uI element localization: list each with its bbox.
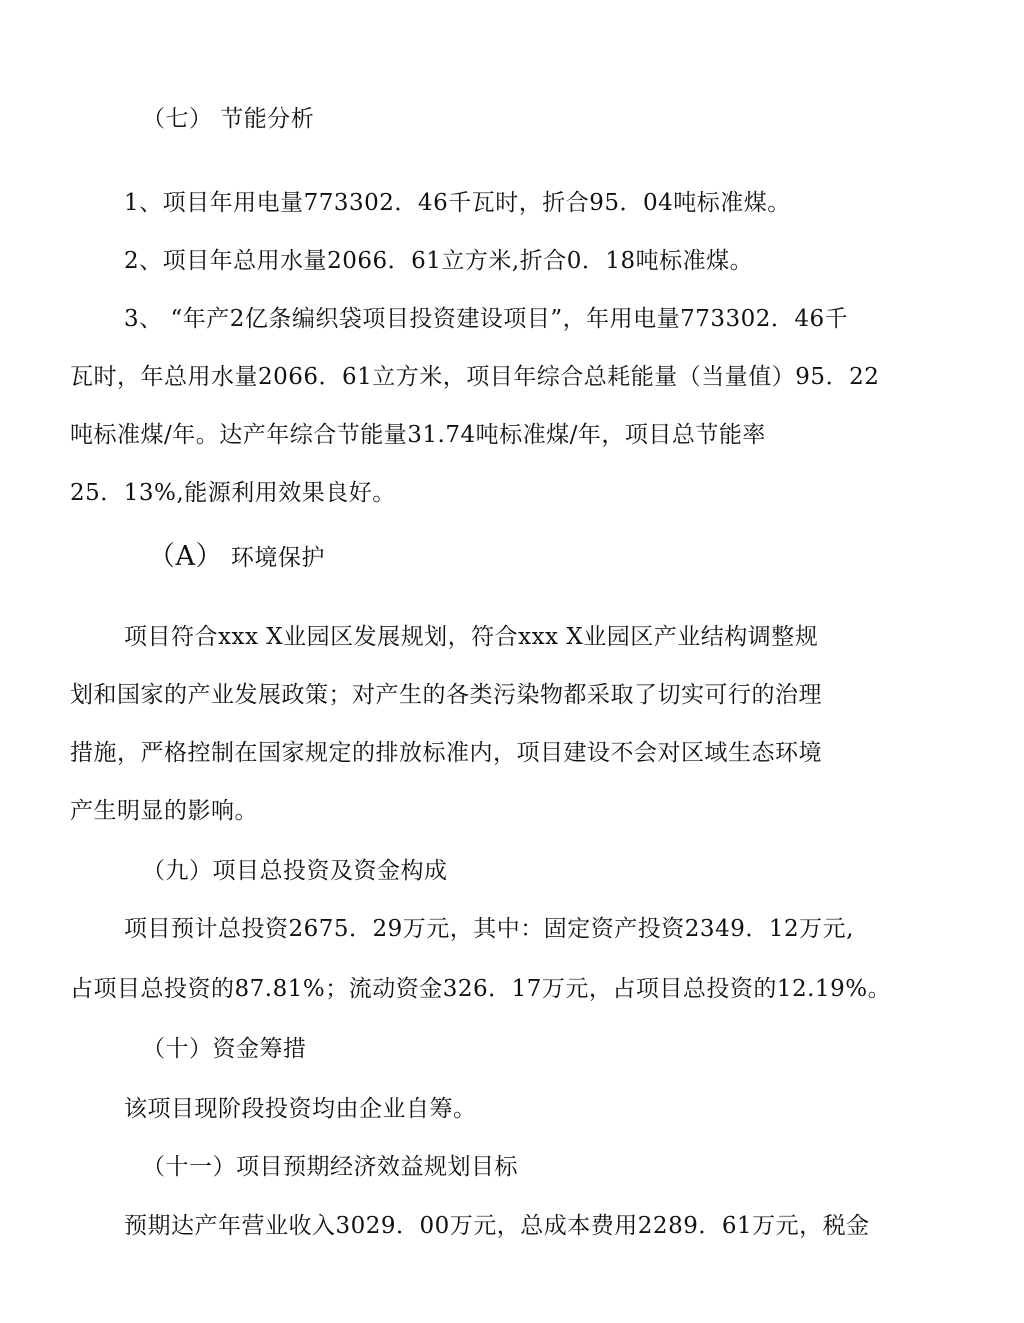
energy-item-2: 2、项目年总用水量2066．61立方米,折合0．18吨标准煤。 xyxy=(124,248,754,274)
section-heading-benefit: （十一）项目预期经济效益规划目标 xyxy=(142,1154,518,1180)
section-heading-environment xyxy=(148,542,325,573)
energy-item-3-line-1: 3、 “年产2亿条编织袋项目投资建设项目”，年用电量773302．46千 xyxy=(124,306,849,332)
section-heading-energy: （七） 节能分析 xyxy=(142,106,315,132)
environment-para-line-1: 项目符合xxx X业园区发展规划，符合xxx X业园区产业结构调整规 xyxy=(124,624,819,650)
environment-para-line-3: 措施，严格控制在国家规定的排放标准内，项目建设不会对区域生态环境 xyxy=(70,740,822,766)
benefit-para-line-1: 预期达产年营业收入3029．00万元，总成本费用2289．61万元，税金 xyxy=(124,1213,870,1239)
environment-heading-mark: （A） xyxy=(148,541,223,572)
environment-para-line-2: 划和国家的产业发展政策；对产生的各类污染物都采取了切实可行的治理 xyxy=(70,682,822,708)
section-heading-investment: （九）项目总投资及资金构成 xyxy=(142,858,448,884)
energy-item-1: 1、项目年用电量773302．46千瓦时，折合95．04吨标准煤。 xyxy=(124,190,791,216)
investment-para-line-1: 项目预计总投资2675．29万元，其中：固定资产投资2349．12万元, xyxy=(124,916,854,942)
investment-para-line-2: 占项目总投资的87.81%；流动资金326．17万元，占项目总投资的12.19%。 xyxy=(70,976,892,1002)
energy-item-3-line-2: 瓦时，年总用水量2066．61立方米，项目年综合总耗能量（当量值）95．22 xyxy=(70,364,880,390)
environment-heading-text: 环境保护 xyxy=(230,545,325,571)
energy-item-3-line-4: 25．13%,能源利用效果良好。 xyxy=(70,480,396,506)
environment-para-line-4: 产生明显的影响。 xyxy=(70,798,258,824)
section-heading-funding: （十）资金筹措 xyxy=(142,1036,307,1062)
funding-para: 该项目现阶段投资均由企业自筹。 xyxy=(124,1096,477,1122)
energy-item-3-line-3: 吨标准煤/年。达产年综合节能量31.74吨标准煤/年，项目总节能率 xyxy=(70,422,766,448)
